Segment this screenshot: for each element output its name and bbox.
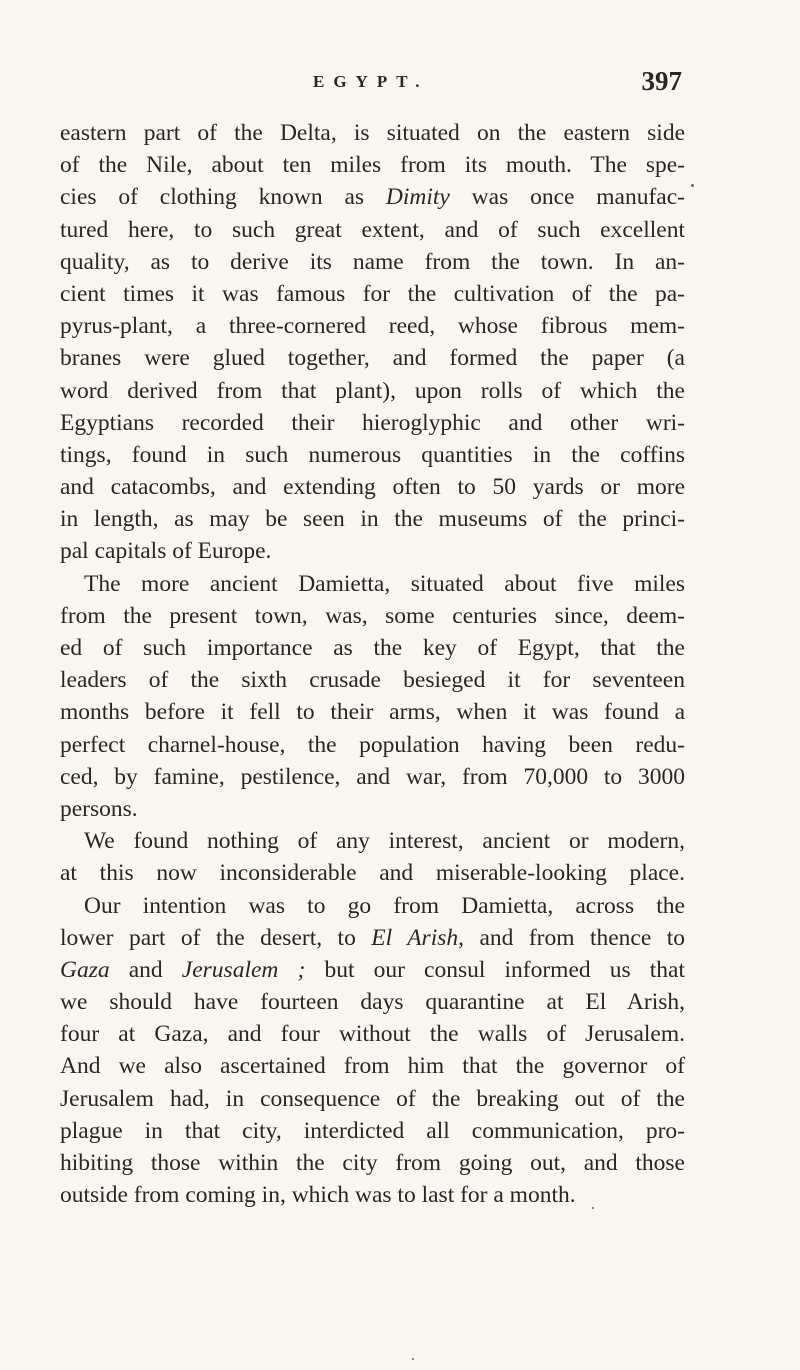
page-number: 397 [641, 66, 682, 96]
text-segment: cient times it was famous for the cultivation of the pa- [60, 280, 685, 307]
text-line [60, 181, 685, 213]
text-line [60, 890, 685, 922]
text-segment: cies of clothing known as [60, 184, 386, 211]
text-segment: in length, as may be seen in the museums of the princi- [60, 506, 685, 533]
text-segment: The more ancient Damietta, situated about five miles [84, 570, 685, 597]
text-line [60, 922, 685, 954]
italic-term: Gaza [60, 956, 110, 983]
text-segment: ced, by famine, pestilence, and war, from 70,000 to 3000 [60, 763, 685, 790]
text-line [60, 1050, 685, 1082]
text-line [60, 857, 685, 889]
text-line [60, 375, 685, 407]
text-line [60, 407, 685, 439]
text-line [60, 214, 685, 246]
running-head [0, 66, 682, 106]
text-line [60, 342, 685, 374]
text-segment: lower part of the desert, to [60, 924, 372, 951]
text-segment: from the present town, was, some centuries since, deem- [60, 602, 685, 629]
ink-speck [592, 1207, 594, 1209]
text-segment: and catacombs, and extending often to 50 yards or more [60, 474, 685, 501]
text-segment: We found nothing of any interest, ancient or modern, [84, 828, 685, 855]
text-segment: tured here, to such great extent, and of such excellent [60, 216, 685, 243]
text-segment: of the Nile, about ten miles from its mouth. The spe- [60, 152, 685, 179]
text-line [60, 793, 685, 825]
text-segment: Egyptians recorded their hieroglyphic and other wri- [60, 409, 685, 436]
text-segment: Jerusalem had, in consequence of the breaking out of the [60, 1085, 685, 1112]
text-segment: pyrus-plant, a three-cornered reed, whose fibrous mem- [60, 313, 685, 340]
text-segment: months before it fell to their arms, when it was found a [60, 699, 685, 726]
ink-speck [691, 184, 694, 187]
text-line [60, 246, 685, 278]
text-segment: plague in that city, interdicted all communication, pro- [60, 1117, 685, 1144]
text-line [60, 117, 685, 149]
text-line [60, 696, 685, 728]
text-segment: was once manufac- [449, 184, 685, 211]
text-line [60, 149, 685, 181]
text-line [60, 535, 685, 567]
text-segment: branes were glued together, and formed the paper (a [60, 345, 685, 372]
text-segment: persons. [60, 795, 138, 822]
italic-term: Jerusalem ; [181, 956, 306, 983]
text-line [60, 986, 685, 1018]
text-line [60, 664, 685, 696]
text-line [60, 278, 685, 310]
running-title: EGYPT. [313, 72, 429, 91]
text-segment: but our consul informed us that [305, 956, 685, 983]
text-segment: ed of such importance as the key of Egypt, that the [60, 635, 685, 661]
text-segment: tings, found in such numerous quantities in the coffins [60, 441, 685, 468]
text-segment: word derived from that plant), upon rolls of which the [60, 377, 685, 404]
text-line [60, 954, 685, 986]
text-line [60, 761, 685, 793]
italic-term: Dimity [385, 184, 450, 211]
text-line [60, 503, 685, 535]
text-segment: four at Gaza, and four without the walls of Jerusalem. [60, 1021, 685, 1048]
text-segment: , and from thence to [458, 924, 686, 951]
text-segment: at this now inconsiderable and miserable-looking place. [60, 860, 685, 887]
text-segment: outside from coming in, which was to last for a month. [60, 1182, 576, 1209]
text-segment: and [109, 956, 182, 983]
text-line [60, 1018, 685, 1050]
text-segment: hibiting those within the city from going out, and those [60, 1150, 685, 1176]
text-line [60, 310, 685, 342]
text-line [60, 632, 685, 664]
text-line [60, 471, 685, 503]
text-segment: leaders of the sixth crusade besieged it for seventeen [60, 667, 685, 694]
ink-speck [412, 1358, 414, 1360]
text-segment: pal capitals of Europe. [60, 538, 272, 565]
text-line [60, 825, 685, 857]
text-line [60, 600, 685, 632]
text-line [60, 1083, 685, 1115]
text-segment: Our intention was to go from Damietta, across the [84, 892, 685, 919]
text-segment: eastern part of the Delta, is situated on the eastern side [60, 120, 685, 146]
italic-term: El Arish [371, 924, 459, 951]
text-line [60, 568, 685, 600]
text-segment: quality, as to derive its name from the town. In an- [60, 248, 685, 275]
body-text [60, 117, 685, 1211]
text-line [60, 439, 685, 471]
text-segment: perfect charnel-house, the population having been redu- [60, 731, 685, 758]
text-segment: And we also ascertained from him that the governor of [60, 1053, 685, 1080]
text-line [60, 729, 685, 761]
text-segment: we should have fourteen days quarantine at El Arish, [60, 989, 685, 1016]
text-line [60, 1115, 685, 1147]
text-line [60, 1147, 685, 1179]
